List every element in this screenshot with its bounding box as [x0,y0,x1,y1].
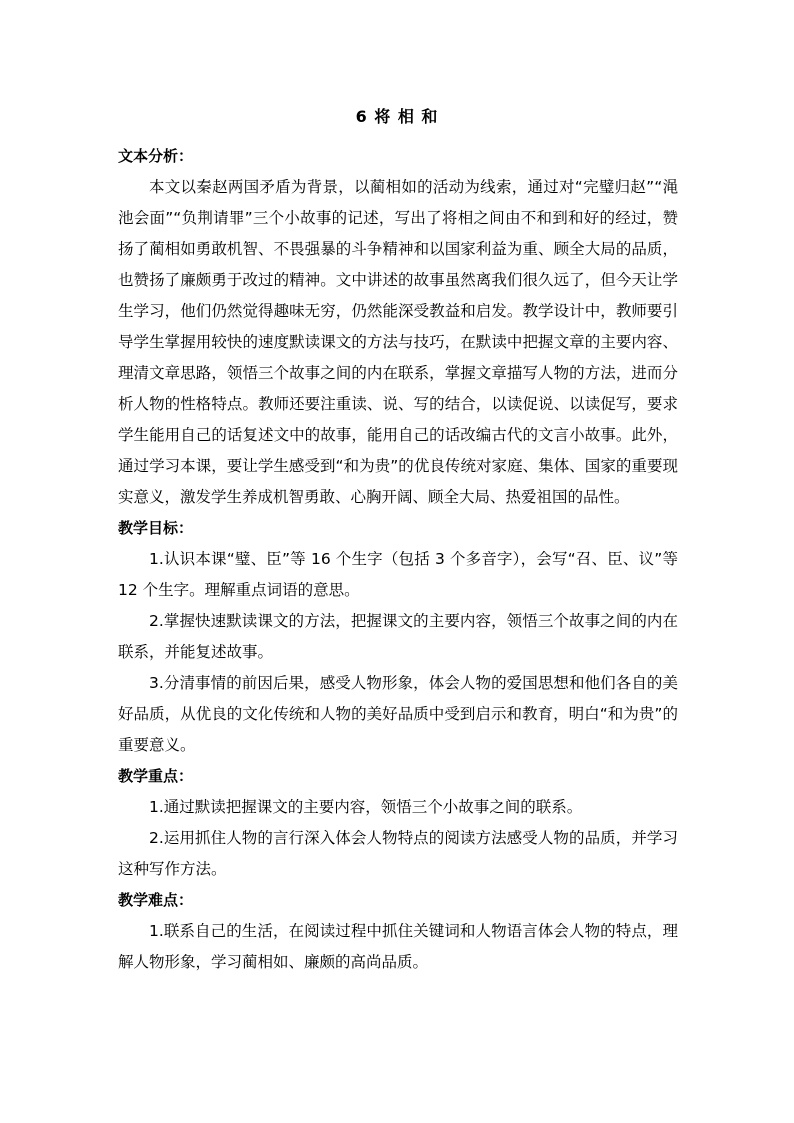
section-heading: 文本分析： [118,147,194,165]
paragraph: 1.认识本课“璧、臣”等 16 个生字（包括 3 个多音字），会写“召、臣、议”等 12 个生字。理解重点词语的意思。 [118,550,678,599]
document-title: 6 将 相 和 [355,107,439,126]
paragraph: 本文以秦赵两国矛盾为背景，以蔺相如的活动为线索，通过对“完璧归赵”“渑池会面”“负荆请罪”三个小故事的记述，写出了将相之间由不和到和好的经过，赞扬了蔺相如勇敢机智、不畏强暴的斗争精神和以国家利益为重、顾全大局的品质，也赞扬了廉颇勇于改过的精神。文中讲述的故事虽然离我们很久远了，但今天让学生学习，他们仍然觉得趣味无穷，仍然能深受教益和启发。教学设计中，教师要引导学生掌握用较快的速度默读课文的方法与技巧，在默读中把握文章的主要内容、理清文章思路，领悟三个故事之间的内在联系，掌握文章描写人物的方法，进而分析人物的性格特点。教师还要注重读、说、写的结合，以读促说、以读促写，要求学生能用自己的话复述文中的故事，能用自己的话改编古代的文言小故事。此外，通过学习本课，要让学生感受到“和为贵”的优良传统对家庭、集体、国家的重要现实意义，激发学生养成机智勇敢、心胸开阔、顾全大局、热爱祖国的品性。 [118,178,678,506]
paragraph: 1.通过默读把握课文的主要内容，领悟三个小故事之间的联系。 [149,798,583,816]
section-teaching-difficulty [118,885,678,978]
section-heading: 教学难点： [118,891,194,909]
paragraph: 2.运用抓住人物的言行深入体会人物特点的阅读方法感受人物的品质，并学习这种写作方法。 [118,829,678,878]
section-teaching-focus [118,761,678,885]
paragraph: 2.掌握快速默读课文的方法，把握课文的主要内容，领悟三个故事之间的内在联系，并能复述故事。 [118,612,678,661]
section-heading: 教学重点： [118,767,194,785]
section-heading: 教学目标： [118,519,194,537]
section-teaching-goals [118,513,678,761]
paragraph: 3.分清事情的前因后果，感受人物形象，体会人物的爱国思想和他们各自的美好品质，从优良的文化传统和人物的美好品质中受到启示和教育，明白“和为贵”的重要意义。 [118,674,678,754]
document-body [118,141,678,978]
paragraph: 1.联系自己的生活，在阅读过程中抓住关键词和人物语言体会人物的特点，理解人物形象，学习蔺相如、廉颇的高尚品质。 [118,922,678,971]
section-text-analysis [118,141,678,513]
